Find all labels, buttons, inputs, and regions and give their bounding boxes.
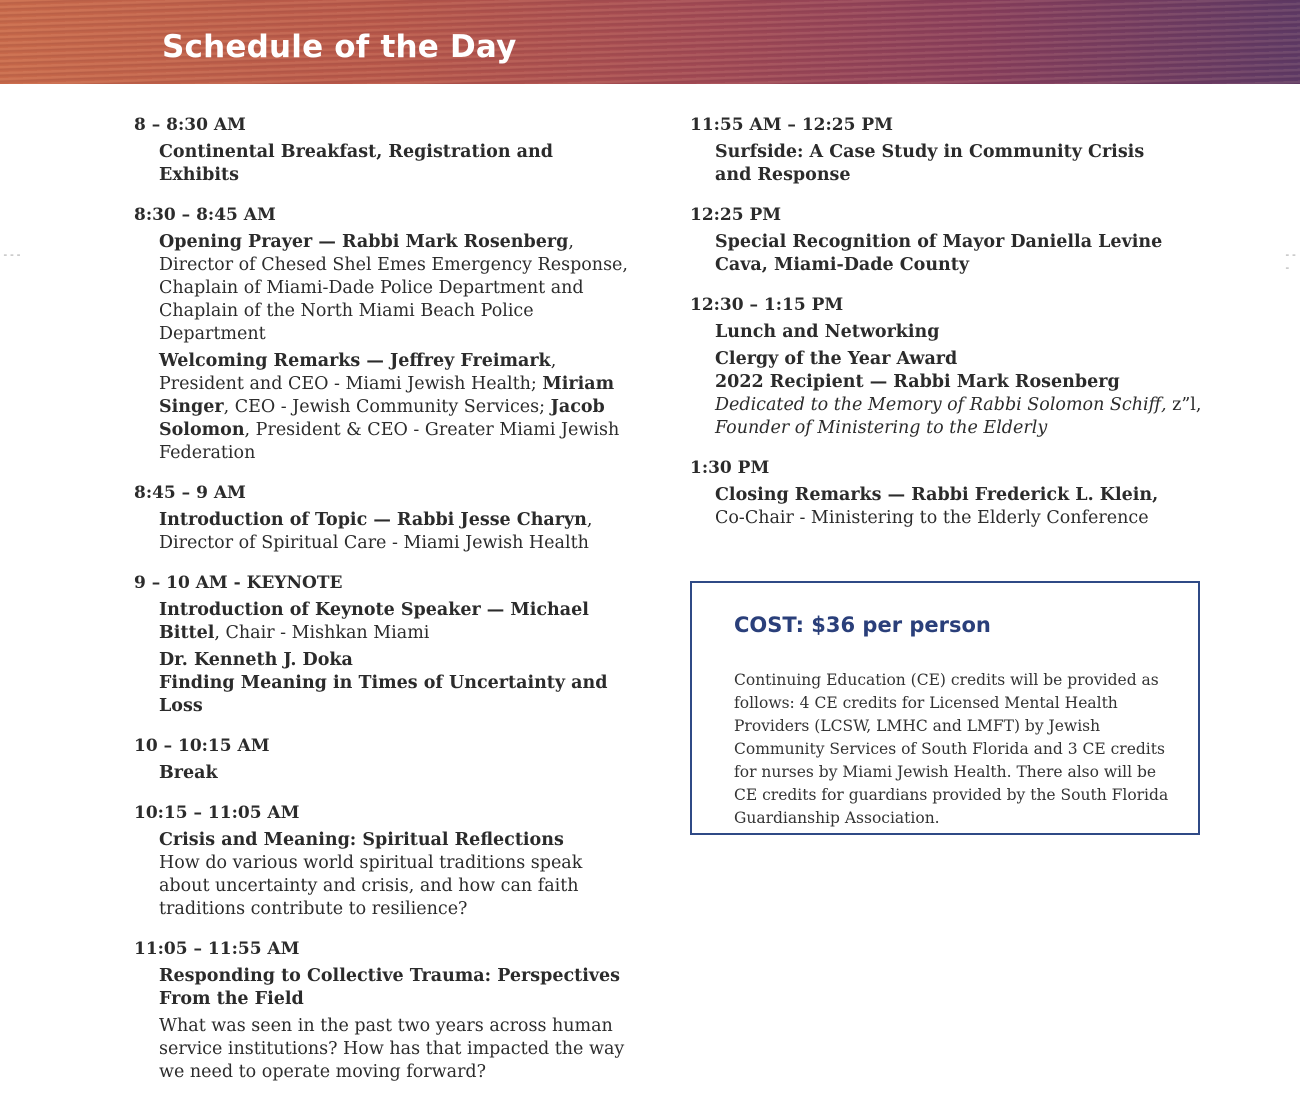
cost-box [690,581,1200,835]
slot-entry [159,649,634,718]
slot-time: 10:15 – 11:05 AM [134,803,300,823]
speaker-name: Miriam Singer [159,374,615,417]
entry-text: , Director of Chesed Shel Emes Emergency Response, Chaplain of Miami-Dade Police Department and Chaplain of the North Miami Beach Police Department [159,232,628,344]
slot-time: 1:30 PM [690,458,770,478]
crop-mark-left: --- [2,248,22,261]
entry-text: , CEO - Jewish Community Services; [223,397,551,417]
award-dedication [715,394,1210,417]
entry-title: Welcoming Remarks — Jeffrey Freimark [159,351,551,371]
entry-title: Continental Breakfast, Registration and Exhibits [159,142,553,185]
schedule-slot [134,114,634,187]
entry-title: Special Recognition of Mayor Daniella Levine Cava, Miami-Dade County [715,232,1163,275]
schedule-slot [134,204,634,465]
schedule-slot [134,938,634,1084]
entry-text: , Director of Spiritual Care - Miami Jewish Health [159,510,593,553]
dedication-suffix: z”l, [1166,395,1202,415]
award-founder: Founder of Ministering to the Elderly [715,418,1048,438]
slot-time: 10 – 10:15 AM [134,736,270,756]
schedule-right-column [690,114,1210,547]
entry-text: , President and CEO - Miami Jewish Health; [159,351,557,394]
slot-entry [159,231,634,346]
keynote-speaker: Dr. Kenneth J. Doka [159,650,353,670]
slot-entry [159,1015,634,1084]
slot-time: 8 – 8:30 AM [134,115,246,135]
schedule-slot [690,457,1210,530]
cost-heading: COST: $36 per person [734,613,991,637]
cost-description: Continuing Education (CE) credits will be provided as follows: 4 CE credits for Licensed Mental Health Providers (LCSW, LMHC and LMFT) by Jewish Community Services of South Florida and 3 CE credits for nurses by Miami Jewish Health. There also will be CE credits for guardians provided by the South Florida Guardianship Association. [734,671,1169,827]
slot-entry [715,321,1210,344]
entry-title: Introduction of Topic — Rabbi Jesse Charyn [159,510,587,530]
schedule-slot [134,572,634,718]
entry-text: Co-Chair - Ministering to the Elderly Conference [715,508,1149,528]
entry-text: , President & CEO - Greater Miami Jewish Federation [159,420,620,463]
schedule-slot [134,735,634,785]
slot-time: 12:25 PM [690,205,782,225]
slot-time: 9 – 10 AM - KEYNOTE [134,573,343,593]
speaker-name: Jacob Solomon [159,397,605,440]
slot-time: 8:30 – 8:45 AM [134,205,276,225]
slot-entry [159,829,634,921]
entry-title: Lunch and Networking [715,322,940,342]
crop-mark-right: --- [1284,248,1298,274]
slot-time: 11:55 AM – 12:25 PM [690,115,893,135]
schedule-left-column [134,114,634,1101]
schedule-slot [134,802,634,921]
slot-time: 8:45 – 9 AM [134,483,246,503]
slot-entry [715,141,1175,187]
slot-entry [715,231,1185,277]
slot-entry [159,762,634,785]
page-title: Schedule of the Day [162,29,517,65]
entry-title: Surfside: A Case Study in Community Crisis and Response [715,142,1145,185]
dedication-text: Dedicated to the Memory of Rabbi Solomon Schiff, [715,395,1167,415]
entry-title: Closing Remarks — Rabbi Frederick L. Klein, [715,485,1159,505]
slot-entry [715,484,1210,530]
award-recipient: 2022 Recipient — Rabbi Mark Rosenberg [715,372,1120,392]
entry-text: How do various world spiritual traditions speak about uncertainty and crisis, and how can faith traditions contribute to resilience? [159,853,583,919]
award-title: Clergy of the Year Award [715,349,958,369]
slot-time: 12:30 – 1:15 PM [690,295,844,315]
slot-entry [159,965,634,1011]
entry-title: Break [159,763,218,783]
entry-title: Opening Prayer — Rabbi Mark Rosenberg [159,232,569,252]
keynote-title: Finding Meaning in Times of Uncertainty and Loss [159,673,608,716]
entry-title: Responding to Collective Trauma: Perspectives From the Field [159,966,621,1009]
schedule-slot [134,482,634,555]
entry-title: Crisis and Meaning: Spiritual Reflections [159,830,564,850]
header-banner [0,0,1300,84]
schedule-slot [690,204,1210,277]
slot-entry [159,141,634,187]
schedule-slot [690,294,1210,440]
slot-entry [715,348,1210,440]
slot-entry [159,509,634,555]
slot-time: 11:05 – 11:55 AM [134,939,300,959]
schedule-slot [690,114,1210,187]
entry-text: , Chair - Mishkan Miami [214,623,430,643]
entry-text: What was seen in the past two years across human service institutions? How has that impacted the way we need to operate moving forward? [159,1016,625,1082]
slot-entry [159,599,634,645]
entry-title: Introduction of Keynote Speaker — Michael Bittel [159,600,589,643]
slot-entry [159,350,634,465]
